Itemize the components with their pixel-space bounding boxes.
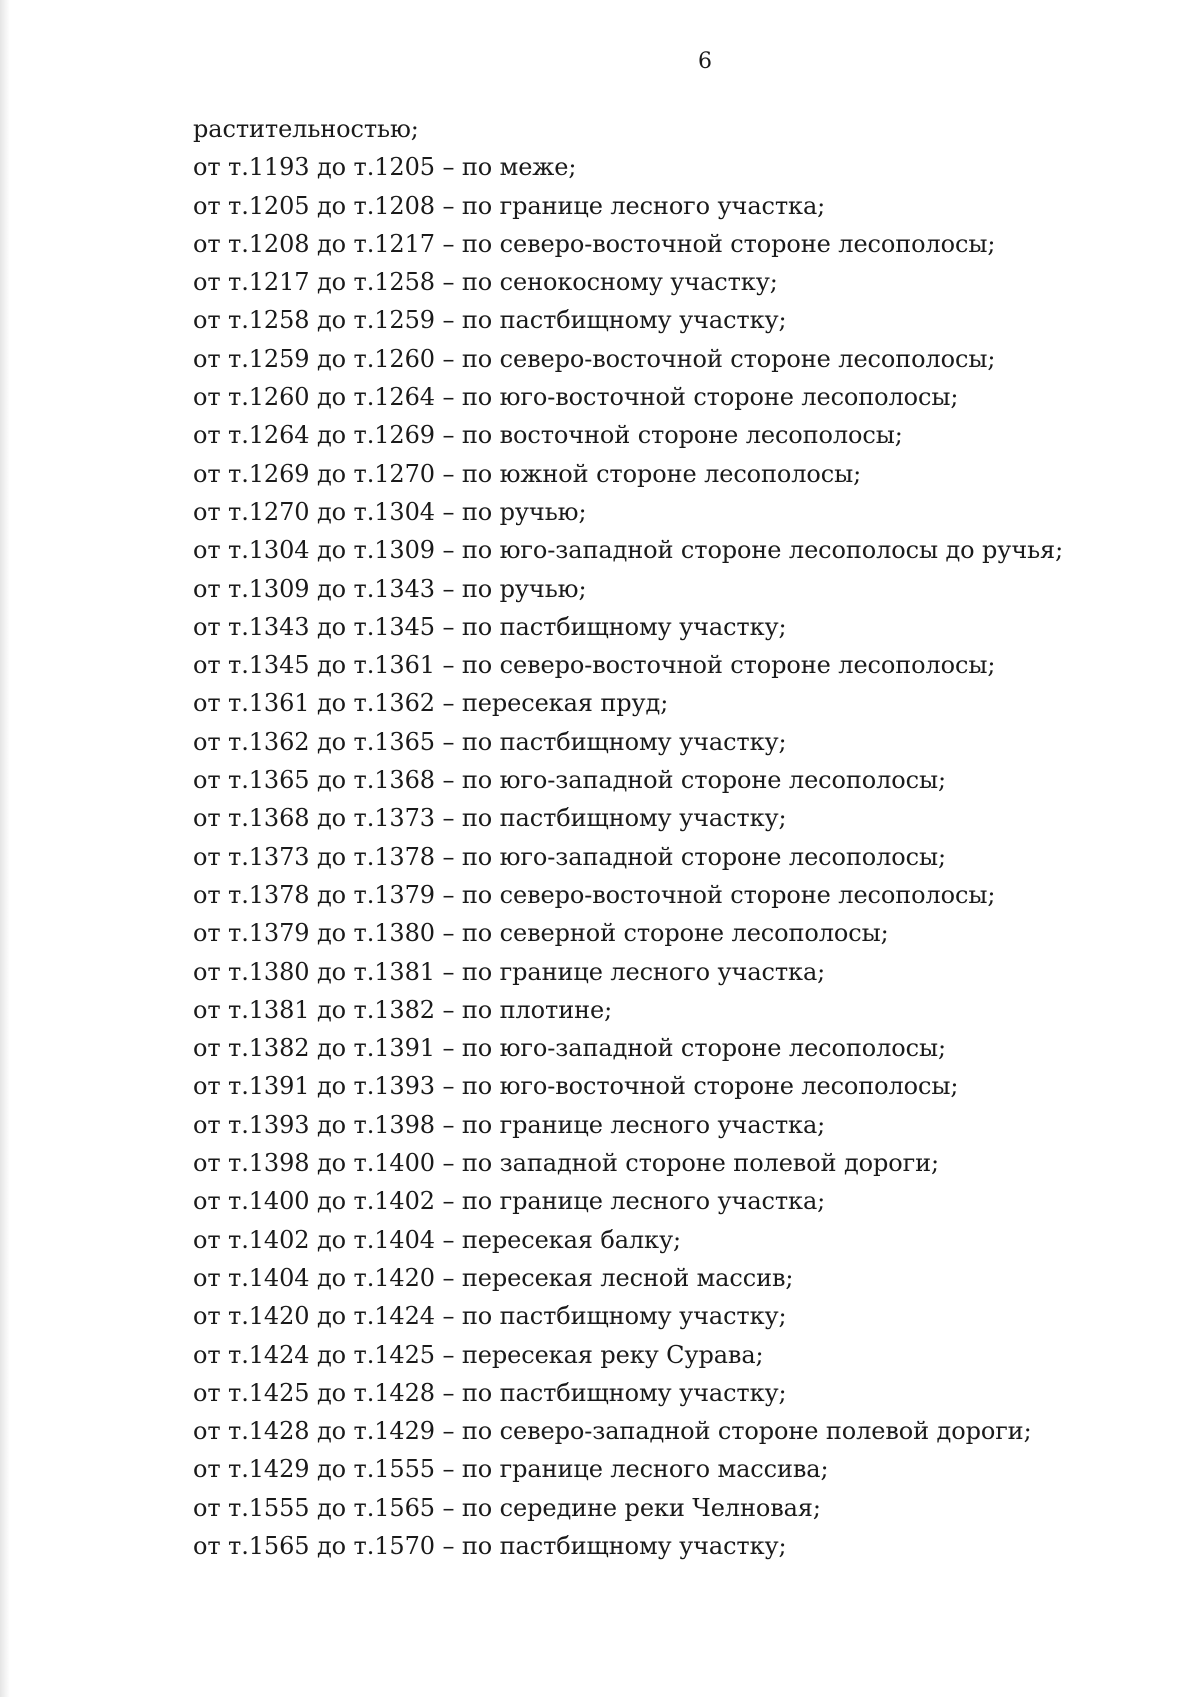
page-number: 6 (698, 49, 712, 74)
text-line: от т.1205 до т.1208 – по границе лесного участка; (193, 191, 826, 220)
text-line: от т.1208 до т.1217 – по северо-восточной стороне лесополосы; (193, 229, 996, 258)
text-line: от т.1259 до т.1260 – по северо-восточной стороне лесополосы; (193, 344, 996, 373)
text-line: от т.1264 до т.1269 – по восточной стороне лесополосы; (193, 421, 903, 450)
text-line: от т.1425 до т.1428 – по пастбищному участку; (193, 1378, 787, 1407)
scan-edge-shadow (0, 0, 10, 1697)
text-line: от т.1429 до т.1555 – по границе лесного массива; (193, 1455, 829, 1484)
text-line: от т.1428 до т.1429 – по северо-западной стороне полевой дороги; (193, 1417, 1032, 1446)
text-line: от т.1373 до т.1378 – по юго-западной стороне лесополосы; (193, 842, 946, 871)
text-line: от т.1391 до т.1393 – по юго-восточной стороне лесополосы; (193, 1072, 959, 1101)
text-line: от т.1368 до т.1373 – по пастбищному участку; (193, 804, 787, 833)
text-line: от т.1400 до т.1402 – по границе лесного участка; (193, 1187, 826, 1216)
text-line: от т.1269 до т.1270 – по южной стороне лесополосы; (193, 459, 862, 488)
text-line: от т.1365 до т.1368 – по юго-западной стороне лесополосы; (193, 766, 946, 795)
text-line: от т.1404 до т.1420 – пересекая лесной массив; (193, 1263, 794, 1292)
text-line: от т.1258 до т.1259 – по пастбищному участку; (193, 306, 787, 335)
text-line: от т.1270 до т.1304 – по ручью; (193, 497, 587, 526)
boundary-description-list (193, 110, 1073, 1565)
text-line: от т.1402 до т.1404 – пересекая балку; (193, 1225, 681, 1254)
text-line: от т.1379 до т.1380 – по северной стороне лесополосы; (193, 919, 889, 948)
text-line: от т.1420 до т.1424 – по пастбищному участку; (193, 1302, 787, 1331)
text-line: от т.1260 до т.1264 – по юго-восточной стороне лесополосы; (193, 383, 959, 412)
text-line: от т.1361 до т.1362 – пересекая пруд; (193, 689, 669, 718)
text-line: от т.1343 до т.1345 – по пастбищному участку; (193, 612, 787, 641)
text-line: от т.1378 до т.1379 – по северо-восточной стороне лесополосы; (193, 880, 996, 909)
text-line: от т.1424 до т.1425 – пересекая реку Сурава; (193, 1340, 764, 1369)
text-line: от т.1304 до т.1309 – по юго-западной стороне лесополосы до ручья; (193, 536, 1064, 565)
text-line: от т.1555 до т.1565 – по середине реки Челновая; (193, 1493, 821, 1522)
text-line: от т.1565 до т.1570 – по пастбищному участку; (193, 1531, 787, 1560)
text-line: от т.1393 до т.1398 – по границе лесного участка; (193, 1110, 826, 1139)
text-line: от т.1398 до т.1400 – по западной стороне полевой дороги; (193, 1149, 939, 1178)
text-line: от т.1380 до т.1381 – по границе лесного участка; (193, 957, 826, 986)
text-line: от т.1345 до т.1361 – по северо-восточной стороне лесополосы; (193, 651, 996, 680)
text-line: от т.1382 до т.1391 – по юго-западной стороне лесополосы; (193, 1034, 946, 1063)
text-line: от т.1217 до т.1258 – по сенокосному участку; (193, 268, 778, 297)
text-line: от т.1193 до т.1205 – по меже; (193, 153, 577, 182)
text-line: растительностью; (193, 115, 419, 143)
text-line: от т.1381 до т.1382 – по плотине; (193, 995, 613, 1024)
text-line: от т.1309 до т.1343 – по ручью; (193, 574, 587, 603)
text-line: от т.1362 до т.1365 – по пастбищному участку; (193, 727, 787, 756)
